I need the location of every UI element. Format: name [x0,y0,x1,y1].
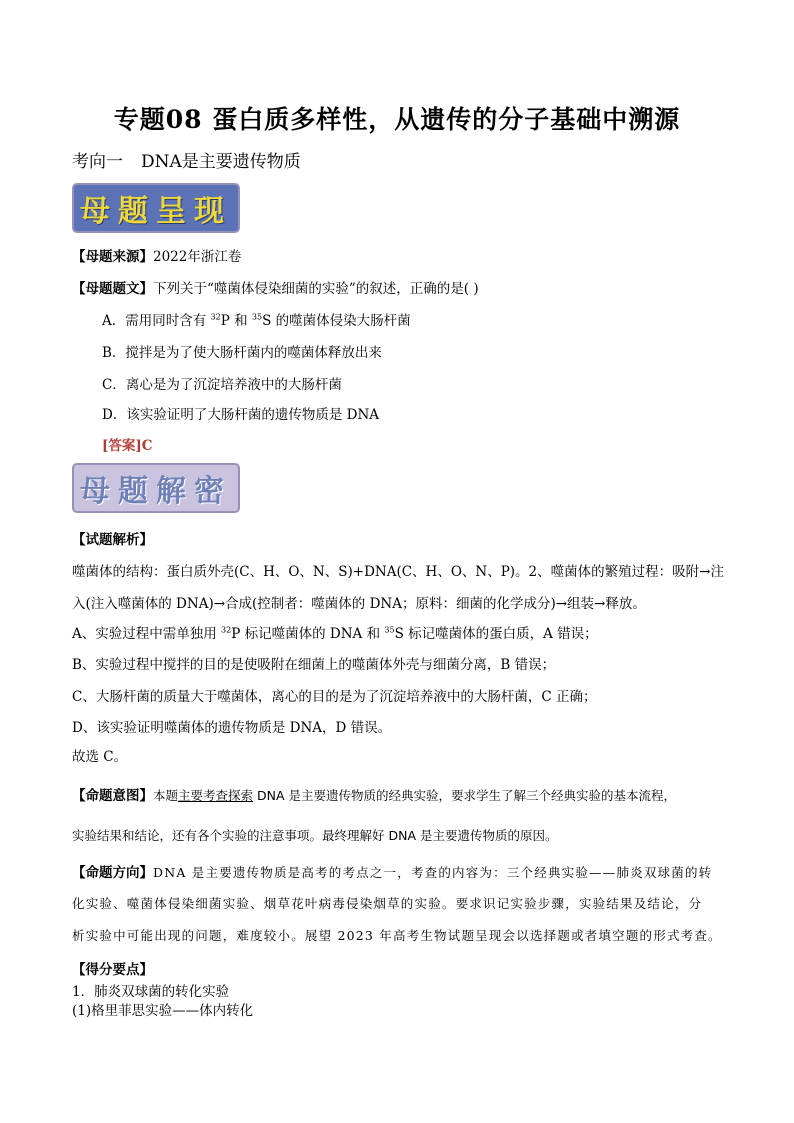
page-title: 专题08 蛋白质多样性，从遗传的分子基础中溯源 [113,105,681,134]
intent-line-2: 实验结果和结论，还有各个实验的注意事项。最终理解好 DNA 是主要遗传物质的原因。 [72,828,558,843]
analysis-tag: 【试题解析】 [72,532,153,548]
trend-text-1: DNA 是主要遗传物质是高考的考点之一，考查的内容为：三个经典实验——肺炎双球菌的转 [153,865,713,880]
intent-tag: 【命题意图】 [72,788,153,804]
banner-problem-present-text: 母题呈现 [80,194,232,229]
analysis-line-7: 故选 C。 [72,749,128,765]
trend-tag: 【命题方向】 [72,865,153,881]
analysis-line-5: C、大肠杆菌的质量大于噬菌体，离心的目的是为了沉淀培养液中的大肠杆菌，C 正确； [72,689,597,705]
analysis-line-6: D、该实验证明噬菌体的遗传物质是 DNA，D 错误。 [72,720,392,736]
direction-heading [72,147,301,172]
analysis-line-3-sup1: 32 [221,625,232,635]
option-c: C．离心是为了沉淀培养液中的大肠杆菌 [102,377,342,393]
analysis-line-3-pre: A、实验过程中需单独用 [72,626,222,642]
analysis-line-3-mid: P 标记噬菌体的 DNA 和 [231,626,385,642]
option-a-sup2: 35 [251,312,263,322]
trend-line-2: 化实验、噬菌体侵染细菌实验、烟草花叶病毒侵染烟草的实验。要求识记实验步骤，实验结果及结论，分 [72,896,703,911]
intent-pre: 本题 [153,788,179,803]
intent-underlined: 主要考查探索 [178,788,254,803]
direction-label: 考向一 [72,152,123,172]
question-line [72,277,479,297]
analysis-line-3 [72,622,598,642]
analysis-line-3-sup2: 35 [384,625,395,635]
banner-problem-solve-text: 母题解密 [80,474,232,509]
option-a-mid: P 和 [220,313,252,329]
direction-text: DNA是主要遗传物质 [141,152,301,172]
analysis-line-4: B、实验过程中搅拌的目的是使吸附在细菌上的噬菌体外壳与细菌分离，B 错误； [72,657,556,673]
intent-post: DNA 是主要遗传物质的经典实验，要求学生了解三个经典实验的基本流程， [253,788,677,803]
option-b: B．搅拌是为了使大肠杆菌内的噬菌体释放出来 [102,345,382,361]
question-tag: 【母题题文】 [72,281,153,297]
points-tag: 【得分要点】 [72,962,153,978]
trend-line-1 [72,861,712,881]
answer: [答案]C [102,438,153,454]
points-line-1: 1．肺炎双球菌的转化实验 [72,984,230,1000]
question-text: 下列关于“噬菌体侵染细菌的实验”的叙述，正确的是( ) [153,281,479,297]
option-a-post: S 的噬菌体侵染大肠杆菌 [262,313,411,329]
analysis-line-1: 噬菌体的结构：蛋白质外壳(C、H、O、N、S)+DNA(C、H、O、N、P)。2、噬菌体的繁殖过程：吸附→注 [72,564,724,580]
analysis-line-3-post: S 标记噬菌体的蛋白质，A 错误； [394,626,598,642]
option-a-sup1: 32 [210,312,221,322]
analysis-line-2: 入(注入噬菌体的 DNA)→合成(控制者：噬菌体的 DNA；原料：细菌的化学成分)→组装→释放。 [72,596,646,612]
banner-problem-present [72,183,240,233]
intent-line-1 [72,784,676,804]
option-a-pre: A．需用同时含有 [102,313,211,329]
points-line-2: (1)格里菲思实验——体内转化 [72,1003,254,1019]
option-a [102,309,411,329]
option-d: D．该实验证明了大肠杆菌的遗传物质是 DNA [102,407,379,423]
source-line [72,245,241,265]
source-tag: 【母题来源】 [72,249,153,265]
banner-problem-solve [72,463,240,513]
source-text: 2022年浙江卷 [153,249,242,265]
trend-line-3: 析实验中可能出现的问题，难度较小。展望 2023 年高考生物试题呈现会以选择题或者填空题的形式考查。 [72,928,722,943]
